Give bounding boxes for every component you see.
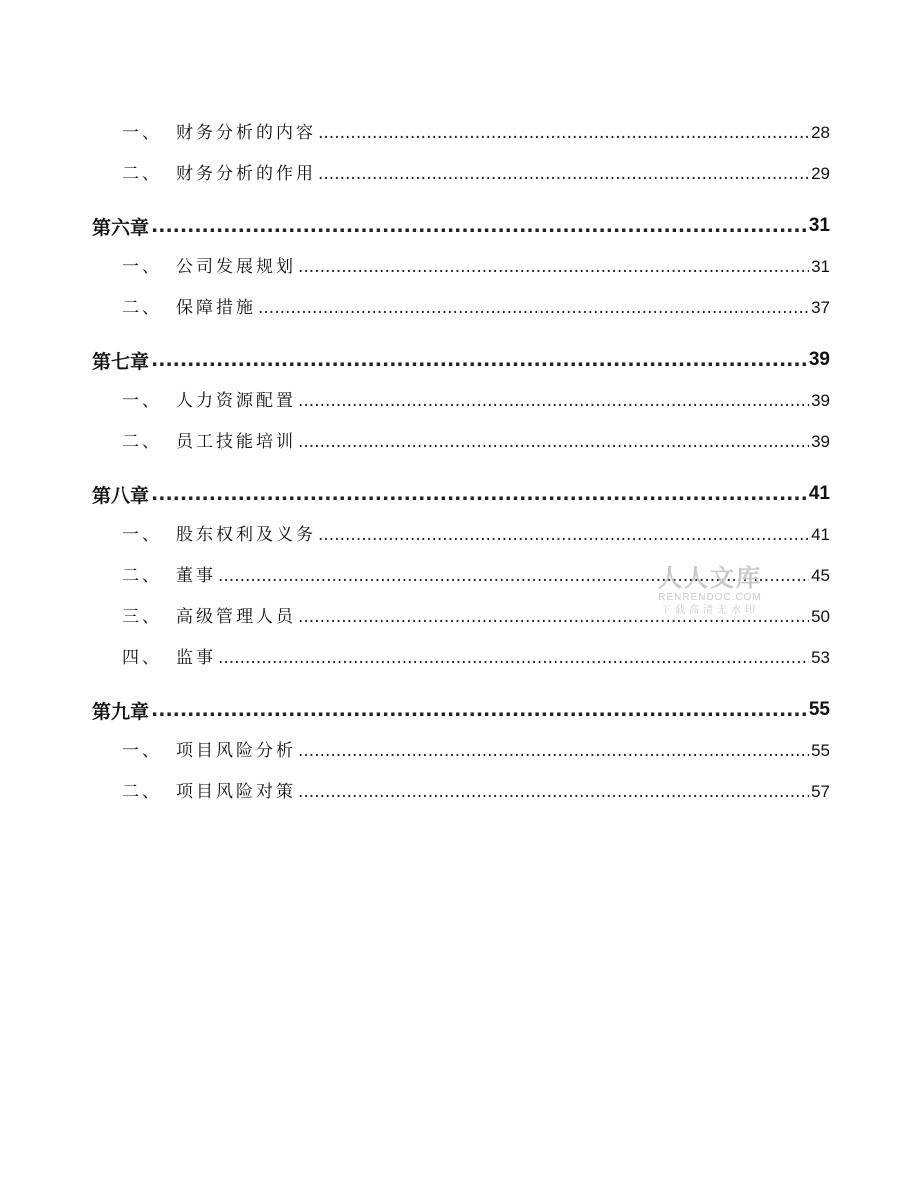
toc-entry-number: 四、 [122, 648, 162, 668]
toc-entry[interactable] [92, 520, 830, 561]
toc-entry-page: 29 [811, 164, 830, 183]
toc-chapter-title: 第六章 [92, 216, 150, 239]
toc-entry-title: 股东权利及义务 [176, 525, 316, 545]
toc-leader-dots [298, 257, 809, 277]
toc-entry-number: 一、 [122, 391, 162, 411]
toc-chapter[interactable] [92, 200, 830, 252]
toc-chapter[interactable] [92, 684, 830, 736]
toc-entry-number: 二、 [122, 164, 162, 184]
toc-leader-dots [151, 699, 807, 721]
toc-entry-title: 监事 [176, 648, 216, 668]
toc-entry-page: 39 [811, 432, 830, 451]
toc-entry[interactable] [92, 386, 830, 427]
toc-chapter[interactable] [92, 334, 830, 386]
toc-entry[interactable] [92, 643, 830, 684]
toc-entry[interactable] [92, 427, 830, 468]
toc-leader-dots [151, 483, 807, 505]
toc-chapter[interactable] [92, 468, 830, 520]
toc-entry-title: 项目风险对策 [176, 782, 296, 802]
toc-entry-number: 二、 [122, 566, 162, 586]
toc-leader-dots [318, 123, 809, 143]
toc-leader-dots [151, 349, 807, 371]
toc-entry[interactable] [92, 777, 830, 818]
toc-chapter-page: 39 [808, 349, 830, 370]
toc-chapter-title: 第八章 [92, 484, 150, 507]
toc-entry-page: 31 [811, 257, 830, 276]
toc-leader-dots [218, 566, 809, 586]
toc-leader-dots [318, 525, 809, 545]
toc-entry-title: 员工技能培训 [176, 432, 296, 452]
toc-entry[interactable] [92, 118, 830, 159]
toc-entry-title: 人力资源配置 [176, 391, 296, 411]
toc-leader-dots [218, 648, 809, 668]
toc-entry-number: 二、 [122, 298, 162, 318]
toc-entry-title: 财务分析的作用 [176, 164, 316, 184]
toc-entry[interactable] [92, 252, 830, 293]
watermark-url: RENRENDOC.COM [658, 592, 762, 603]
toc-entry-page: 55 [811, 741, 830, 760]
toc-leader-dots [298, 607, 809, 627]
toc-entry-number: 一、 [122, 525, 162, 545]
toc-entry-title: 项目风险分析 [176, 741, 296, 761]
toc-entry[interactable] [92, 602, 830, 643]
toc-entry-title: 高级管理人员 [176, 607, 296, 627]
toc-entry-number: 二、 [122, 432, 162, 452]
toc-leader-dots [151, 215, 807, 237]
toc-leader-dots [318, 164, 809, 184]
toc-entry[interactable] [92, 293, 830, 334]
toc-entry-page: 50 [811, 607, 830, 626]
toc-entry-page: 28 [811, 123, 830, 142]
toc-chapter-page: 41 [808, 483, 830, 504]
toc-entry-number: 二、 [122, 782, 162, 802]
toc-entry-title: 财务分析的内容 [176, 123, 316, 143]
toc-chapter-title: 第九章 [92, 700, 150, 723]
toc-chapter-page: 31 [808, 215, 830, 236]
toc-leader-dots [298, 391, 809, 411]
toc-chapter-title: 第七章 [92, 350, 150, 373]
toc-leader-dots [298, 432, 809, 452]
table-of-contents [92, 118, 830, 818]
toc-entry-title: 董事 [176, 566, 216, 586]
toc-entry-page: 37 [811, 298, 830, 317]
toc-entry-number: 一、 [122, 123, 162, 143]
toc-entry-title: 公司发展规划 [176, 257, 296, 277]
toc-entry-page: 57 [811, 782, 830, 801]
toc-entry-page: 53 [811, 648, 830, 667]
toc-leader-dots [298, 782, 809, 802]
toc-entry[interactable] [92, 159, 830, 200]
watermark-tagline: 下载高清无水印 [661, 605, 759, 616]
toc-entry-number: 一、 [122, 257, 162, 277]
toc-entry[interactable] [92, 561, 830, 602]
toc-leader-dots [258, 298, 809, 318]
toc-chapter-page: 55 [808, 699, 830, 720]
toc-entry-title: 保障措施 [176, 298, 256, 318]
toc-entry-page: 39 [811, 391, 830, 410]
toc-entry-page: 41 [811, 525, 830, 544]
toc-entry[interactable] [92, 736, 830, 777]
watermark-title: 人人文库 [658, 563, 762, 592]
toc-entry-number: 一、 [122, 741, 162, 761]
toc-leader-dots [298, 741, 809, 761]
toc-entry-page: 45 [811, 566, 830, 585]
toc-entry-number: 三、 [122, 607, 162, 627]
